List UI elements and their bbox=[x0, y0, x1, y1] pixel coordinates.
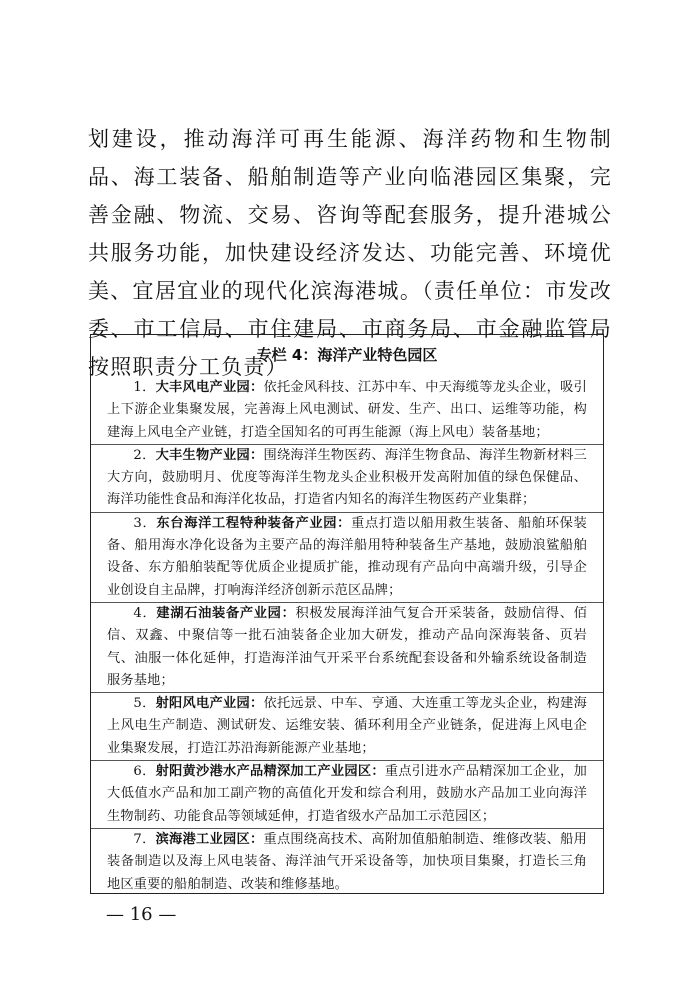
item-text: 积极发展海洋油气复合开采装备，鼓励信得、佰信、双鑫、中聚信等一批石油装备企业加大研发，推动产品向深海装备、页岩气、油服一体化延伸，打造海洋油气开采平台系统配套设备和外输系统设备制造服务基地； bbox=[107, 605, 588, 688]
list-item bbox=[107, 445, 587, 512]
item-name: 大丰风电产业园： bbox=[155, 380, 264, 395]
item-name: 建湖石油装备产业园： bbox=[156, 605, 296, 621]
item-name: 射阳风电产业园： bbox=[155, 696, 264, 712]
item-name: 射阳黄沙港水产品精深加工产业园区： bbox=[155, 764, 385, 780]
page-number: — 16 — bbox=[106, 904, 177, 925]
item-text: 依托金风科技、江苏中车、中天海缆等龙头企业，吸引上下游企业集聚发展，完善海上风电测试、研发、生产、出口、运维等功能，构建海上风电全产业链，打造全国知名的可再生能源（海上风电）装备基地； bbox=[107, 380, 587, 440]
item-number: 6． bbox=[133, 764, 156, 780]
box-title: 专栏 4：海洋产业特色园区 bbox=[256, 346, 438, 364]
item-number: 2． bbox=[133, 447, 156, 463]
item-text: 重点引进水产品精深加工企业，加大低值水产品和加工副产物的高值化开发和综合利用，鼓励水产品加工业向海洋生物制药、功能食品等领域延伸，打造省级水产品加工示范园区； bbox=[107, 764, 588, 824]
intro-paragraph: 划建设，推动海洋可再生能源、海洋药物和生物制品、海工装备、船舶制造等产业向临港园区集聚，完善金融、物流、交易、咨询等配套服务，提升港城公共服务功能，加快建设经济发达、功能完善、环境优美、宜居宜业的现代化滨海港城。（责任单位：市发改委、市工信局、市住建局、市商务局、市金融监管局按照职责分工负责） bbox=[88, 127, 612, 379]
item-text: 重点打造以船用救生装备、船舶环保装备、船用海水净化设备为主要产品的海洋船用特种装备生产基地，鼓励浪鲨船舶设备、东方船舶装配等优质企业提质扩能，推动现有产品向中高端升级，引导企业创设自主品牌，打响海洋经济创新示范区品牌； bbox=[107, 515, 587, 598]
item-number: 4． bbox=[133, 605, 157, 621]
feature-box bbox=[90, 334, 604, 894]
item-name: 大丰生物产业园： bbox=[155, 447, 264, 463]
list-item bbox=[107, 603, 587, 692]
item-number: 1． bbox=[133, 380, 156, 395]
list-item bbox=[107, 513, 587, 602]
list-item bbox=[107, 377, 587, 444]
item-number: 7． bbox=[133, 831, 156, 847]
item-number: 3． bbox=[133, 515, 157, 531]
item-text: 围绕海洋生物医药、海洋生物食品、海洋生物新材料三大方向，鼓励明月、优度等海洋生物龙头企业积极开发高附加值的绿色保健品、海洋功能性食品和海洋化妆品，打造省内知名的海洋生物医药产业集群； bbox=[107, 447, 587, 508]
item-text: 依托远景、中车、亨通、大连重工等龙头企业，构建海上风电生产制造、测试研发、运维安装、循环利用全产业链条，促进海上风电企业集聚发展，打造江苏沿海新能源产业基地； bbox=[107, 696, 587, 756]
list-item bbox=[107, 693, 587, 760]
list-item bbox=[107, 761, 587, 828]
list-item bbox=[107, 829, 587, 896]
item-name: 东台海洋工程特种装备产业园： bbox=[156, 515, 352, 531]
item-name: 滨海港工业园区： bbox=[155, 831, 264, 847]
item-number: 5． bbox=[133, 696, 156, 712]
item-text: 重点围绕高技术、高附加值船舶制造、维修改装、船用装备制造以及海上风电装备、海洋油气开采设备等，加快项目集聚，打造长三角地区重要的船舶制造、改装和维修基地。 bbox=[107, 831, 587, 892]
